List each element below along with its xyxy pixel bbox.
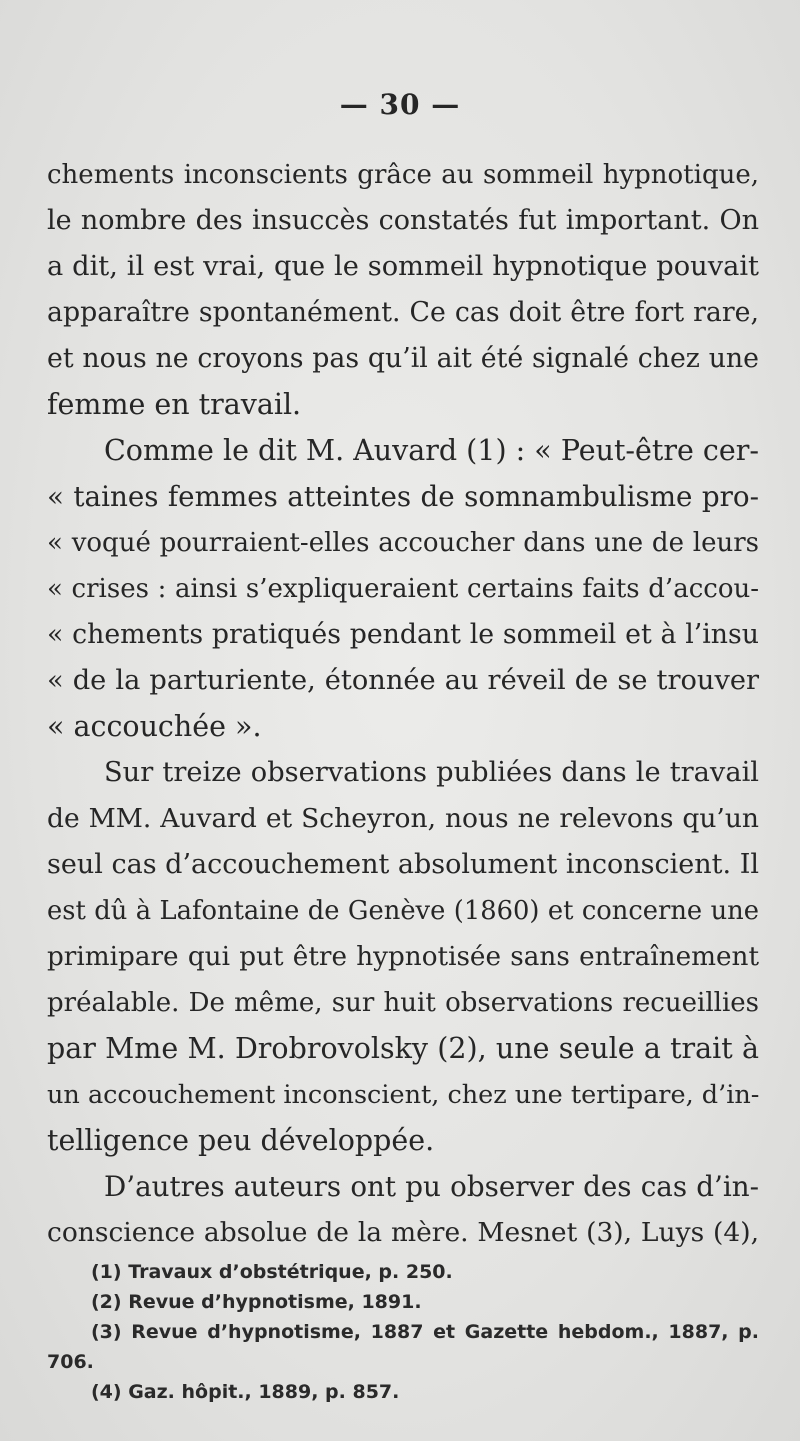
quote-line: « chements pratiqués pendant le sommeil et à l’insu [47,619,759,650]
text-line: femme en travail. [47,388,302,421]
text-line: chements inconscients grâce au sommeil hypnotique, [47,160,759,190]
text-line: et nous ne croyons pas qu’il ait été signalé chez une [47,343,759,374]
text-line: le nombre des insuccès constatés fut important. On [47,205,759,236]
quote-line: « voqué pourraient-elles accoucher dans une de leurs [47,528,759,558]
quote-line: « crises : ainsi s’expliqueraient certains faits d’accou- [47,574,759,604]
page-number: — 30 — [339,88,461,121]
footnotes [47,1257,759,1407]
quote-line: « de la parturiente, étonnée au réveil de se trouver [47,665,759,696]
text-line: D’autres auteurs ont pu observer des cas d’in- [104,1170,759,1203]
text-line: a dit, il est vrai, que le sommeil hypnotique pouvait [47,251,759,282]
footnote: (2) Revue d’hypnotisme, 1891. [91,1291,422,1313]
text-line: préalable. De même, sur huit observations recueillies [47,988,759,1018]
text-line: seul cas d’accouchement absolument inconscient. Il [47,849,759,880]
text-line: par Mme M. Drobrovolsky (2), une seule a trait à [47,1032,759,1065]
text-line: primipare qui put être hypnotisée sans entraînement [47,942,759,972]
text-line: apparaître spontanément. Ce cas doit être fort rare, [47,297,759,328]
footnote: (3) Revue d’hypnotisme, 1887 et Gazette hebdom., 1887, p. [91,1321,759,1343]
text-line: Sur treize observations publiées dans le travail [104,757,759,788]
quote-line: « taines femmes atteintes de somnambulisme pro- [47,480,759,513]
text-line: Comme le dit M. Auvard (1) : « Peut-être cer- [104,434,759,467]
body-text [47,152,759,1256]
text-line: conscience absolue de la mère. Mesnet (3), Luys (4), [47,1217,759,1248]
quote-line: « accouchée ». [47,710,262,743]
text-line: un accouchement inconscient, chez une tertipare, d’in- [47,1080,760,1110]
text-line: de MM. Auvard et Scheyron, nous ne relevons qu’un [47,803,759,834]
footnote-continuation: 706. [47,1351,94,1373]
text-line: telligence peu développée. [47,1124,435,1157]
footnote: (1) Travaux d’obstétrique, p. 250. [91,1261,453,1283]
text-line: est dû à Lafontaine de Genève (1860) et concerne une [47,896,759,926]
footnote: (4) Gaz. hôpit., 1889, p. 857. [91,1381,400,1403]
